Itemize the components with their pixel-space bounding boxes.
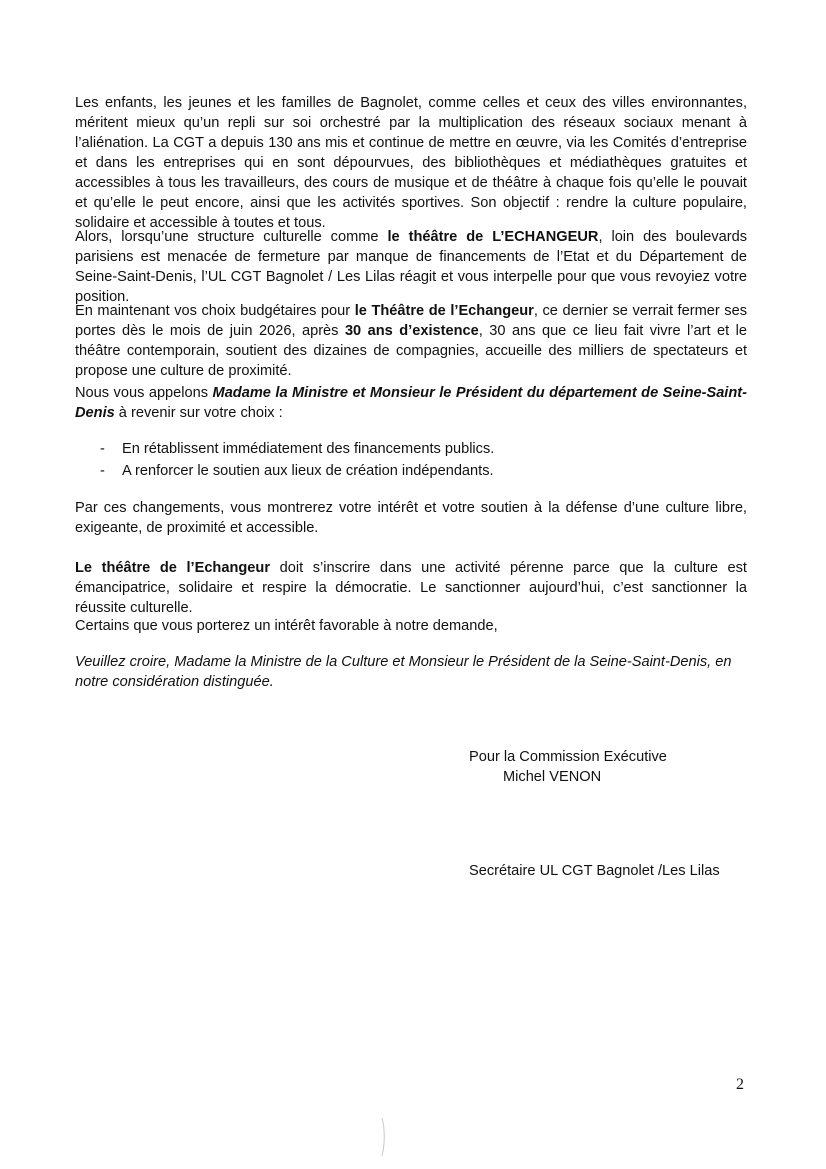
signature-role: Pour la Commission Exécutive <box>469 749 667 765</box>
paragraph-threat-closure <box>75 227 747 307</box>
emphasis-theatre-name: le théâtre de L’ECHANGEUR <box>387 229 599 245</box>
text: à revenir sur votre choix : <box>114 405 283 421</box>
emphasis-theatre-name: Le théâtre de l’Echangeur <box>75 560 271 576</box>
list-item <box>75 461 747 483</box>
paragraph-culture-cgt: Les enfants, les jeunes et les familles de Bagnolet, comme celles et ceux des villes environnantes, méritent mieux qu’un repli sur soi orchestré par la multiplication des réseaux sociaux menant à l’aliénation. La CGT a depuis 130 ans mis et continue de mettre en œuvre, via les Comités d’entreprise et dans les entreprises qui en sont dépourvues, des bibliothèques et médiathèques gratuites et accessibles à tous les travailleurs, des cours de musique et de théâtre à chaque fois qu’elle le pouvait et qu’elle le peut encore, ainsi que les activités sportives. Son objectif : rendre la culture populaire, solidaire et accessible à toutes et tous. <box>75 95 747 231</box>
paragraph-closing-request: Certains que vous porterez un intérêt favorable à notre demande, <box>75 618 498 634</box>
page-number: 2 <box>736 1076 744 1093</box>
bullet-dash: - <box>100 463 105 479</box>
list-item-text: En rétablissent immédiatement des financements publics. <box>122 441 495 457</box>
emphasis-recipients: Madame la Ministre et Monsieur le Président du département de Seine-Saint-Denis <box>75 385 747 421</box>
paragraph-budget-choices <box>75 301 747 381</box>
paragraph-salutation: Veuillez croire, Madame la Ministre de la Culture et Monsieur le Président de la Seine-Saint-Denis, en notre considération distinguée. <box>75 654 732 690</box>
text: Alors, lorsqu’une structure culturelle comme <box>75 229 388 245</box>
signature-name: Michel VENON <box>503 769 602 785</box>
text: Nous vous appelons <box>75 385 213 401</box>
demands-list <box>75 439 747 483</box>
paragraph-perennial <box>75 558 747 618</box>
paragraph-changes: Par ces changements, vous montrerez votre intérêt et votre soutien à la défense d’une culture libre, exigeante, de proximité et accessible. <box>75 500 747 536</box>
text: En maintenant vos choix budgétaires pour <box>75 303 355 319</box>
paragraph-appeal <box>75 383 747 423</box>
emphasis-years: 30 ans d’existence <box>344 323 479 339</box>
list-item-text: A renforcer le soutien aux lieux de création indépendants. <box>122 463 494 479</box>
scan-artifact <box>380 1117 386 1157</box>
text: , ce dernier se verrait fermer ses portes dès le mois de juin 2026, après <box>75 303 747 339</box>
text: , loin des boulevards parisiens est menacée de fermeture par manque de financements de l’Etat et du Département de Seine-Saint-Denis, l’UL CGT Bagnolet / Les Lilas réagit et vous interpelle pour que vous revoyiez votre position. <box>75 229 748 305</box>
bullet-dash: - <box>100 441 105 457</box>
signature-title: Secrétaire UL CGT Bagnolet /Les Lilas <box>469 863 720 879</box>
text: doit s’inscrire dans une activité pérenne parce que la culture est émancipatrice, solidaire et respire la démocratie. Le sanctionner aujourd’hui, c’est sanctionner la réussite culturelle. <box>75 560 747 616</box>
text: , 30 ans que ce lieu fait vivre l’art et le théâtre contemporain, soutient des dizaines de compagnies, accueille des milliers de spectateurs et propose une culture de proximité. <box>75 323 747 379</box>
list-item <box>75 439 747 461</box>
emphasis-theatre-name: le Théâtre de l’Echangeur <box>354 303 534 319</box>
